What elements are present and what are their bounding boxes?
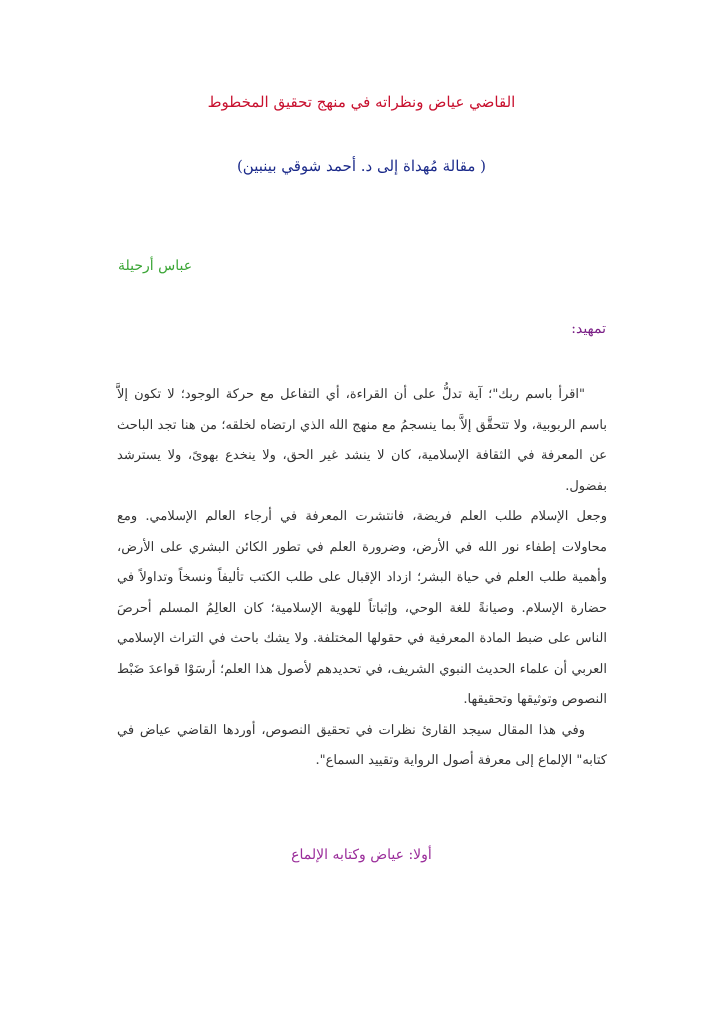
paragraph-2: وجعل الإسلام طلب العلم فريضة، فانتشرت المعرفة في أرجاء العالم الإسلامي. ومع محاولات إطفاء نور الله في الأرض، وضرورة العلم في تطور الكائن البشري على الأرض، وأهمية طلب العلم في حياة البشر؛ ازداد الإقبال على طلب الكتب تأليفاً ونسخاً وتداولاً في حضارة الإسلام. وصيانةً للغة الوحي، وإثباتاً للهوية الإسلامية؛ كان العالِمُ المسلم أحرصَ الناس على ضبط المادة المعرفية في حقولها المختلفة. ولا يشك باحث في التراث الإسلامي العربي أن علماء الحديث النبوي الشريف، في تحديدهم لأصول هذا العلم؛ أرسَوْا قواعدَ ضَبْط النصوص وتوثيقها وتحقيقها. bbox=[117, 509, 607, 707]
body-text bbox=[117, 380, 607, 777]
section-heading-one: أولا: عياض وكتابه الإلماع bbox=[291, 847, 432, 863]
paragraph-1: "اقرأ باسم ربك"؛ آية تدلُّ على أن القراءة، أي التفاعل مع حركة الوجود؛ لا تكون إلاَّ باسم الربوبية، ولا تتحقَّق إلاَّ بما ينسجمُ مع منهج الله الذي ارتضاه لخلقه؛ من هنا تجد الباحث عن المعرفة في الثقافة الإسلامية، كان لا ينشد غير الحق، ولا ينخدع بهوىً، ولا يسترشد بفضول. bbox=[117, 387, 607, 494]
article-dedication: ( مقالة مُهداة إلى د. أحمد شوقي بينبين) bbox=[236, 157, 487, 175]
section-label-introduction: تمهيد: bbox=[571, 321, 606, 337]
author-name: عباس أرحيلة bbox=[118, 258, 193, 274]
article-title: القاضي عياض ونظراته في منهج تحقيق المخطوط bbox=[207, 93, 516, 111]
paragraph-3: وفي هذا المقال سيجد القارئ نظرات في تحقيق النصوص، أوردها القاضي عياض في كتابه" الإلماع إلى معرفة أصول الرواية وتقييد السماع". bbox=[117, 722, 607, 768]
